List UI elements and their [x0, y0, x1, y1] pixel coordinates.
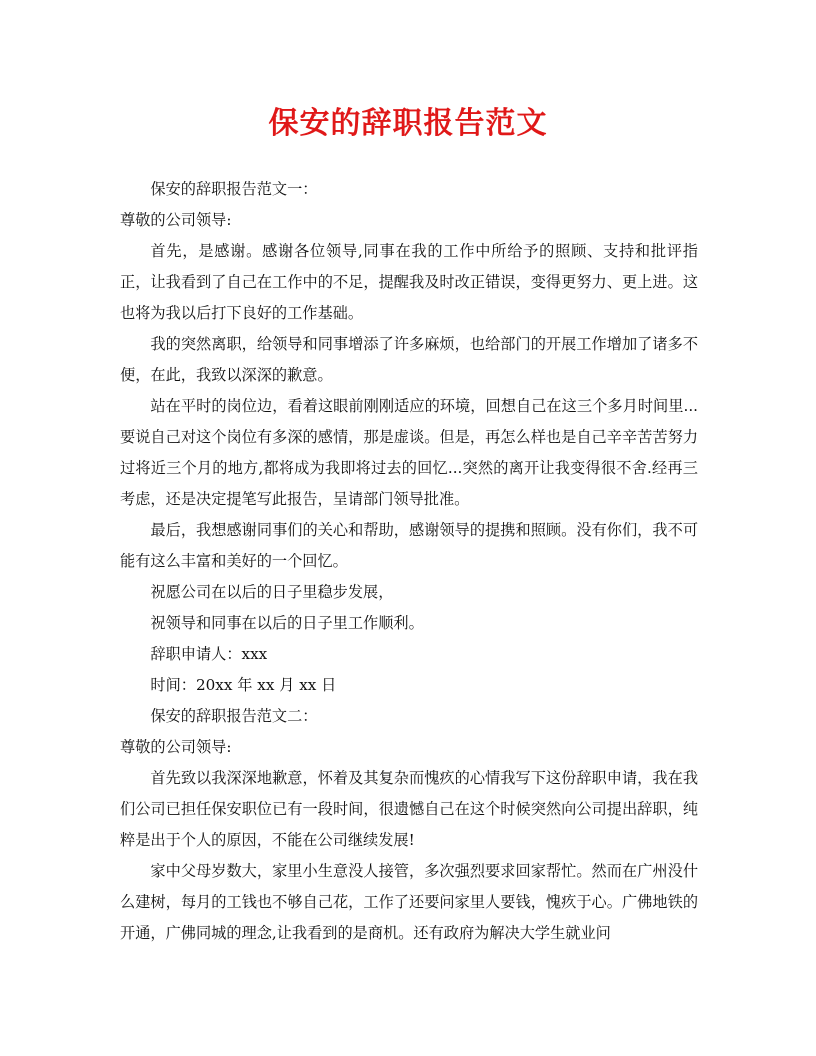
paragraph-thanks: 首先，是感谢。感谢各位领导,同事在我的工作中所给予的照顾、支持和批评指正，让我看到了自己在工作中的不足，提醒我及时改正错误，变得更努力、更上进。这也将为我以后打下良好的工作基础。	[120, 242, 698, 322]
paragraph-gratitude: 最后，我想感谢同事们的关心和帮助，感谢领导的提携和照顾。没有你们，我不可能有这么丰富和美好的一个回忆。	[120, 521, 698, 570]
document-title: 保安的辞职报告范文	[268, 106, 548, 141]
date-line: 时间：20xx 年 xx 月 xx 日	[150, 676, 337, 694]
closing-wish-colleagues: 祝领导和同事在以后的日子里工作顺利。	[150, 614, 424, 632]
document-body	[120, 174, 698, 949]
section-heading-2: 保安的辞职报告范文二：	[150, 707, 318, 725]
paragraph-apology: 我的突然离职，给领导和同事增添了许多麻烦，也给部门的开展工作增加了诸多不便，在此，我致以深深的歉意。	[120, 335, 698, 384]
closing-wish-company: 祝愿公司在以后的日子里稳步发展，	[150, 583, 394, 601]
salutation-2: 尊敬的公司领导:	[120, 738, 232, 756]
section-heading-1: 保安的辞职报告范文一：	[150, 180, 318, 198]
applicant-line: 辞职申请人：xxx	[150, 645, 268, 663]
paragraph-reflection: 站在平时的岗位边，看着这眼前刚刚适应的环境，回想自己在这三个多月时间里...要说自己对这个岗位有多深的感情，那是虚谈。但是，再怎么样也是自己辛辛苦苦努力过将近三个月的地方,都将成为我即将过去的回忆...突然的离开让我变得很不舍.经再三考虑，还是决定提笔写此报告，呈请部门领导批准。	[120, 397, 698, 508]
salutation-1: 尊敬的公司领导:	[120, 211, 232, 229]
paragraph-resignation: 首先致以我深深地歉意，怀着及其复杂而愧疚的心情我写下这份辞职申请，我在我们公司已担任保安职位已有一段时间，很遗憾自己在这个时候突然向公司提出辞职，纯粹是出于个人的原因，不能在公司继续发展!	[120, 769, 698, 849]
paragraph-family: 家中父母岁数大，家里小生意没人接管，多次强烈要求回家帮忙。然而在广州没什么建树，每月的工钱也不够自己花，工作了还要问家里人要钱，愧疚于心。广佛地铁的开通，广佛同城的理念,让我看到的是商机。还有政府为解决大学生就业问	[120, 862, 698, 942]
